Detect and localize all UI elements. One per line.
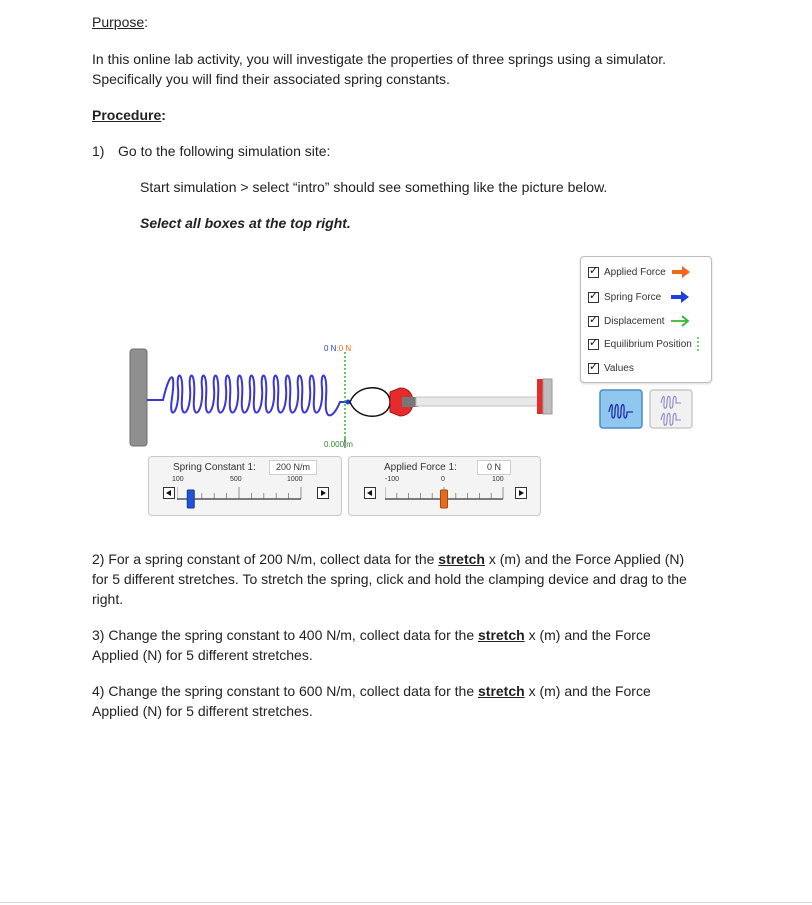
step-3-text-a: 3) Change the spring constant to 400 N/m, collect data for the bbox=[92, 627, 478, 643]
step-2-text-a: 2) For a spring constant of 200 N/m, collect data for the bbox=[92, 551, 439, 567]
applied-force-decrement[interactable] bbox=[364, 487, 376, 499]
step-4-line-2: Applied (N) for 5 different stretches. bbox=[92, 703, 313, 719]
equilibrium-label: Equilibrium Position bbox=[604, 338, 692, 350]
step-2-line-3: right. bbox=[92, 591, 124, 607]
applied-force-value: 0 N bbox=[477, 460, 511, 475]
values-label: Values bbox=[604, 362, 634, 374]
wall bbox=[130, 349, 147, 446]
step-2-text-c: x (m) and the Force Applied (N) bbox=[484, 551, 685, 567]
purpose-line-1: In this online lab activity, you will investigate the properties of three springs using a simulator. bbox=[92, 51, 667, 67]
purpose-colon: : bbox=[144, 14, 149, 30]
step-3-line-1 bbox=[92, 625, 651, 645]
spring-force-readout: 0 N bbox=[324, 344, 337, 353]
grabber-ring bbox=[350, 388, 390, 417]
purpose-heading: Purpose bbox=[92, 14, 145, 30]
step-3-text-c: x (m) and the Force bbox=[524, 627, 651, 643]
spring-force-arrow-icon bbox=[670, 291, 690, 303]
spring-force-checkbox[interactable] bbox=[588, 292, 599, 303]
applied-force-mid: 0 bbox=[441, 476, 445, 483]
step-2-line-1 bbox=[92, 549, 684, 569]
legend-spring-force[interactable] bbox=[588, 289, 690, 305]
spring-constant-title: Spring Constant 1: bbox=[173, 462, 256, 473]
two-springs-button[interactable] bbox=[650, 390, 692, 428]
displacement-checkbox[interactable] bbox=[588, 316, 599, 327]
step-4-stretch: stretch bbox=[478, 683, 525, 699]
applied-force-min: -100 bbox=[385, 476, 400, 483]
step-4-line-1 bbox=[92, 681, 651, 701]
legend-displacement[interactable] bbox=[588, 313, 690, 329]
select-boxes-text: Select all boxes at the top right. bbox=[140, 215, 351, 231]
force-readout bbox=[324, 344, 351, 353]
step-4-text-c: x (m) and the Force bbox=[524, 683, 651, 699]
spring-constant-thumb[interactable] bbox=[187, 490, 194, 508]
page-bottom-border bbox=[0, 902, 812, 903]
applied-force-increment[interactable] bbox=[515, 487, 527, 499]
step-3-stretch: stretch bbox=[478, 627, 525, 643]
rod-end-cap bbox=[543, 379, 552, 414]
applied-force-thumb[interactable] bbox=[441, 490, 448, 508]
start-simulation-text: Start simulation > select “intro” should see something like the picture below. bbox=[140, 179, 608, 195]
displacement-arrow-icon bbox=[670, 315, 690, 327]
spring-constant-decrement[interactable] bbox=[163, 487, 175, 499]
applied-force-panel bbox=[348, 456, 541, 516]
legend-applied-force[interactable] bbox=[588, 264, 691, 280]
legend-values[interactable] bbox=[588, 360, 634, 376]
spring-constant-increment[interactable] bbox=[317, 487, 329, 499]
values-checkbox[interactable] bbox=[588, 363, 599, 374]
spring-coil bbox=[147, 376, 350, 416]
procedure-heading-line bbox=[92, 105, 166, 125]
applied-force-checkbox[interactable] bbox=[588, 267, 599, 278]
step-2-stretch: stretch bbox=[438, 551, 485, 567]
step-1-text: Go to the following simulation site: bbox=[118, 143, 331, 159]
force-readout-separator: : bbox=[336, 344, 339, 353]
legend-equilibrium[interactable] bbox=[588, 336, 701, 352]
procedure-heading: Procedure bbox=[92, 107, 162, 123]
spring-constant-slider[interactable] bbox=[177, 483, 307, 509]
purpose-line-2: Specifically you will find their associated spring constants. bbox=[92, 71, 450, 87]
spring-constant-mid: 500 bbox=[230, 476, 242, 483]
legend-panel bbox=[580, 256, 712, 383]
step-4-text-a: 4) Change the spring constant to 600 N/m, collect data for the bbox=[92, 683, 478, 699]
spring-constant-value: 200 N/m bbox=[269, 460, 317, 475]
step-3-line-2: Applied (N) for 5 different stretches. bbox=[92, 647, 313, 663]
rod bbox=[416, 397, 539, 406]
applied-force-title: Applied Force 1: bbox=[384, 462, 457, 473]
spring-force-label: Spring Force bbox=[604, 291, 662, 303]
step-1-number: 1) bbox=[92, 143, 105, 159]
spring-simulation bbox=[128, 252, 718, 520]
spring-constant-panel bbox=[148, 456, 342, 516]
spring-constant-ticks bbox=[177, 487, 301, 499]
displacement-readout: 0.000 m bbox=[324, 440, 353, 449]
applied-force-slider[interactable] bbox=[385, 483, 509, 509]
procedure-colon: : bbox=[161, 107, 166, 123]
spring-constant-max: 1000 bbox=[287, 476, 303, 483]
step-2-line-2: for 5 different stretches. To stretch the spring, click and hold the clamping device and drag to the bbox=[92, 571, 687, 587]
applied-force-label: Applied Force bbox=[604, 266, 666, 278]
applied-force-max: 100 bbox=[492, 476, 504, 483]
purpose-heading-line bbox=[92, 12, 148, 32]
applied-force-arrow-icon bbox=[671, 266, 691, 278]
equilibrium-checkbox[interactable] bbox=[588, 339, 599, 350]
displacement-label: Displacement bbox=[604, 315, 665, 327]
rod-end-red bbox=[537, 379, 543, 414]
spring-constant-min: 100 bbox=[172, 476, 184, 483]
applied-force-readout: 0 N bbox=[338, 344, 352, 353]
equilibrium-line-icon bbox=[695, 337, 701, 351]
